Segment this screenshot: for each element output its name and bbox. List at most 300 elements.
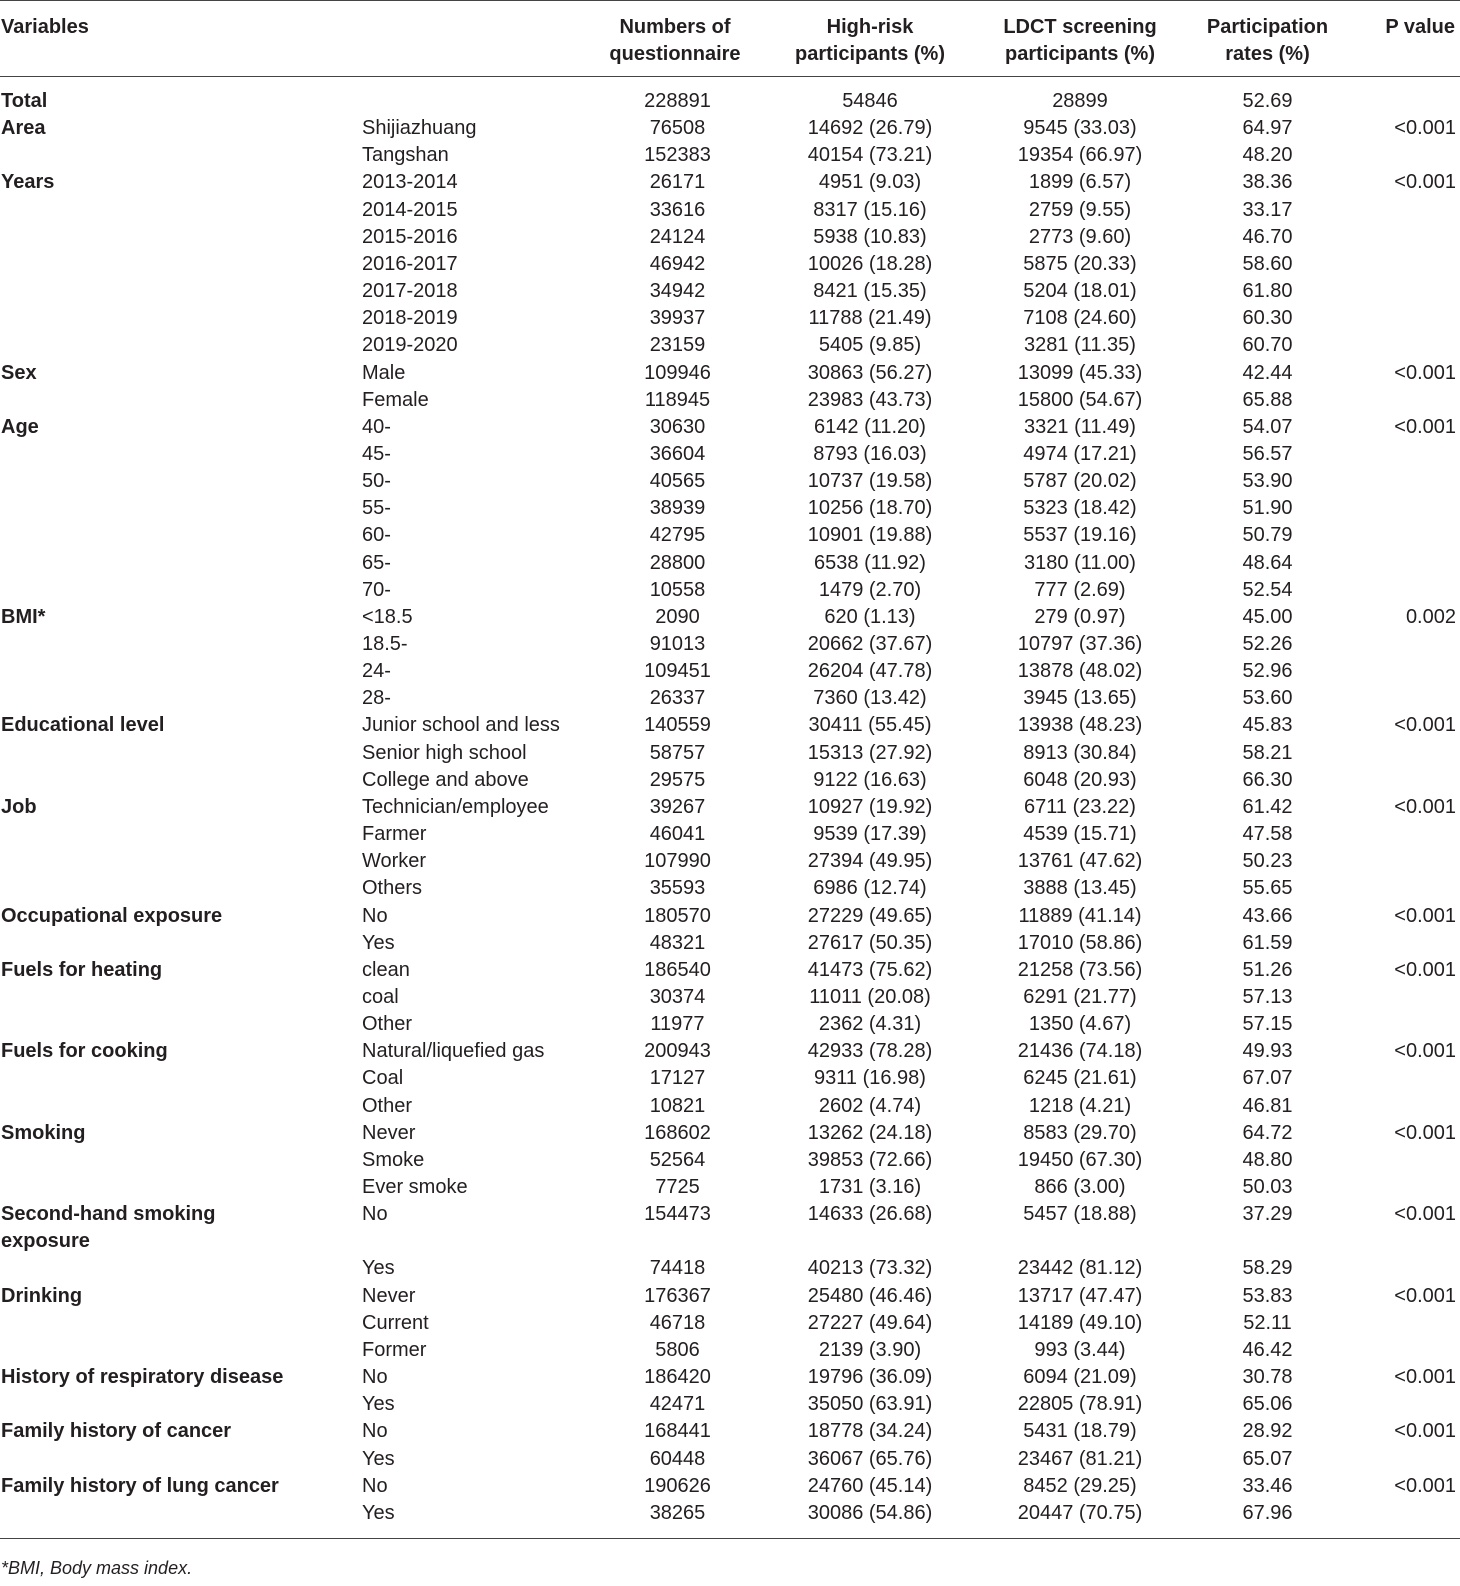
table-row bbox=[0, 441, 1460, 468]
row-participation-rate: 46.70 bbox=[1242, 225, 1293, 248]
table-row bbox=[0, 332, 1460, 359]
row-high-risk: 26204 (47.78) bbox=[807, 660, 933, 683]
row-high-risk: 14692 (26.79) bbox=[807, 117, 933, 140]
row-category: Current bbox=[362, 1311, 429, 1334]
row-questionnaire-count: 58757 bbox=[649, 741, 706, 764]
row-participation-rate: 48.64 bbox=[1242, 551, 1293, 574]
table-row bbox=[0, 169, 1460, 196]
row-questionnaire-count: 30374 bbox=[649, 985, 706, 1008]
row-category: 60- bbox=[362, 524, 391, 547]
row-category: 2017-2018 bbox=[362, 280, 458, 303]
row-ldct: 8583 (29.70) bbox=[1023, 1121, 1137, 1144]
row-high-risk: 10901 (19.88) bbox=[807, 524, 933, 547]
row-high-risk: 40213 (73.32) bbox=[807, 1257, 933, 1280]
row-questionnaire-count: 190626 bbox=[644, 1474, 711, 1497]
row-category: Worker bbox=[362, 850, 427, 873]
row-category: 24- bbox=[362, 660, 391, 683]
row-variable: Sex bbox=[1, 361, 37, 384]
row-participation-rate: 45.83 bbox=[1242, 714, 1293, 737]
row-high-risk: 27617 (50.35) bbox=[807, 931, 933, 954]
row-ldct: 7108 (24.60) bbox=[1023, 307, 1137, 330]
table-row bbox=[0, 930, 1460, 957]
row-high-risk: 10026 (18.28) bbox=[807, 252, 933, 275]
row-category: Male bbox=[362, 361, 406, 384]
table-row bbox=[0, 115, 1460, 142]
row-p-value: <0.001 bbox=[1394, 795, 1456, 818]
row-questionnaire-count: 38939 bbox=[649, 497, 706, 520]
row-category: Female bbox=[362, 388, 429, 411]
table-row bbox=[0, 712, 1460, 739]
row-participation-rate: 61.59 bbox=[1242, 931, 1293, 954]
row-questionnaire-count: 46942 bbox=[649, 252, 706, 275]
table-row bbox=[0, 821, 1460, 848]
row-participation-rate: 67.07 bbox=[1242, 1067, 1293, 1090]
row-ldct: 13878 (48.02) bbox=[1017, 660, 1143, 683]
row-participation-rate: 65.88 bbox=[1242, 388, 1293, 411]
table-row bbox=[0, 1147, 1460, 1174]
header-p-value: P value bbox=[1385, 16, 1455, 38]
row-ldct: 14189 (49.10) bbox=[1017, 1311, 1143, 1334]
row-category: 50- bbox=[362, 470, 391, 493]
row-participation-rate: 52.69 bbox=[1242, 90, 1293, 112]
row-questionnaire-count: 38265 bbox=[649, 1501, 706, 1524]
row-questionnaire-count: 10558 bbox=[649, 578, 706, 601]
row-high-risk: 41473 (75.62) bbox=[807, 958, 933, 981]
row-participation-rate: 51.90 bbox=[1242, 497, 1293, 520]
row-category: Coal bbox=[362, 1067, 404, 1090]
row-questionnaire-count: 91013 bbox=[649, 633, 706, 655]
table-row bbox=[0, 1038, 1460, 1065]
row-questionnaire-count: 152383 bbox=[644, 144, 711, 167]
row-p-value: <0.001 bbox=[1394, 1284, 1456, 1307]
row-participation-rate: 64.97 bbox=[1242, 117, 1293, 140]
row-high-risk: 2362 (4.31) bbox=[818, 1013, 922, 1036]
row-ldct: 1350 (4.67) bbox=[1028, 1013, 1132, 1036]
row-category: No bbox=[362, 904, 388, 927]
table-row bbox=[0, 604, 1460, 631]
row-high-risk: 9311 (16.98) bbox=[814, 1067, 926, 1090]
row-participation-rate: 58.21 bbox=[1242, 741, 1293, 764]
row-ldct: 866 (3.00) bbox=[1034, 1176, 1126, 1198]
row-category: Natural/liquefied gas bbox=[362, 1040, 545, 1063]
row-questionnaire-count: 33616 bbox=[649, 198, 706, 221]
row-ldct: 21258 (73.56) bbox=[1017, 958, 1143, 981]
row-high-risk: 14633 (26.68) bbox=[807, 1203, 933, 1226]
row-questionnaire-count: 107990 bbox=[644, 850, 711, 873]
row-ldct: 5787 (20.02) bbox=[1023, 470, 1137, 493]
row-questionnaire-count: 186540 bbox=[644, 958, 711, 981]
row-variable: Area bbox=[1, 117, 46, 140]
table-row bbox=[0, 1473, 1460, 1500]
row-ldct: 6094 (21.09) bbox=[1023, 1366, 1137, 1389]
row-ldct: 5457 (18.88) bbox=[1023, 1203, 1137, 1226]
row-high-risk: 40154 (73.21) bbox=[807, 144, 933, 167]
table-row bbox=[0, 794, 1460, 821]
row-participation-rate: 50.79 bbox=[1242, 524, 1293, 547]
row-high-risk: 9122 (16.63) bbox=[813, 768, 927, 791]
row-ldct: 3321 (11.49) bbox=[1024, 415, 1136, 438]
row-variable: Smoking bbox=[1, 1121, 86, 1144]
row-high-risk: 54846 bbox=[842, 90, 898, 112]
row-high-risk: 15313 (27.92) bbox=[807, 741, 933, 764]
row-participation-rate: 58.29 bbox=[1242, 1257, 1293, 1280]
row-ldct: 5431 (18.79) bbox=[1023, 1420, 1137, 1443]
row-high-risk: 35050 (63.91) bbox=[807, 1393, 933, 1416]
row-category: Yes bbox=[362, 1501, 395, 1524]
table-footnote: *BMI, Body mass index. bbox=[1, 1558, 193, 1578]
table-row bbox=[0, 1255, 1460, 1282]
row-p-value: 0.002 bbox=[1405, 605, 1456, 628]
row-category: 2014-2015 bbox=[362, 198, 458, 221]
row-variable: Fuels for heating bbox=[1, 958, 163, 981]
row-questionnaire-count: 46718 bbox=[649, 1311, 706, 1334]
row-participation-rate: 54.07 bbox=[1242, 415, 1293, 438]
table-row bbox=[0, 1174, 1460, 1201]
row-participation-rate: 49.93 bbox=[1242, 1040, 1293, 1063]
row-questionnaire-count: 40565 bbox=[649, 470, 706, 493]
row-questionnaire-count: 168441 bbox=[644, 1420, 711, 1443]
row-category: Former bbox=[362, 1338, 427, 1361]
row-ldct: 3945 (13.65) bbox=[1023, 687, 1137, 710]
row-category: Yes bbox=[362, 1257, 395, 1280]
row-category: 2015-2016 bbox=[362, 225, 458, 248]
row-p-value: <0.001 bbox=[1394, 1121, 1456, 1144]
row-participation-rate: 55.65 bbox=[1242, 877, 1293, 900]
row-category: Others bbox=[362, 877, 423, 900]
row-variable: History of respiratory disease bbox=[1, 1366, 284, 1389]
table-row bbox=[0, 1201, 1460, 1253]
row-ldct: 13761 (47.62) bbox=[1017, 850, 1143, 873]
row-questionnaire-count: 35593 bbox=[649, 877, 706, 900]
row-participation-rate: 50.23 bbox=[1242, 850, 1293, 873]
row-ldct: 6048 (20.93) bbox=[1023, 768, 1137, 791]
row-participation-rate: 46.42 bbox=[1242, 1338, 1293, 1361]
row-high-risk: 5405 (9.85) bbox=[818, 334, 922, 357]
row-questionnaire-count: 74418 bbox=[649, 1257, 706, 1280]
row-category: 2018-2019 bbox=[362, 307, 458, 330]
row-questionnaire-count: 60448 bbox=[649, 1447, 706, 1470]
row-category: College and above bbox=[362, 768, 529, 791]
row-ldct: 19354 (66.97) bbox=[1017, 144, 1143, 167]
row-questionnaire-count: 26337 bbox=[649, 687, 706, 710]
row-questionnaire-count: 42471 bbox=[649, 1393, 706, 1416]
header-variables: Variables bbox=[1, 16, 89, 38]
row-questionnaire-count: 39937 bbox=[649, 307, 706, 330]
table-row bbox=[0, 1065, 1460, 1092]
row-p-value: <0.001 bbox=[1394, 904, 1456, 927]
row-category: 2016-2017 bbox=[362, 252, 458, 275]
row-variable: Drinking bbox=[1, 1284, 83, 1307]
row-participation-rate: 38.36 bbox=[1242, 171, 1293, 194]
table-row bbox=[0, 360, 1460, 387]
row-participation-rate: 51.26 bbox=[1242, 958, 1293, 981]
row-questionnaire-count: 36604 bbox=[649, 442, 706, 465]
table-row bbox=[0, 903, 1460, 930]
table-row bbox=[0, 1011, 1460, 1038]
row-questionnaire-count: 34942 bbox=[649, 280, 706, 303]
row-high-risk: 1479 (2.70) bbox=[818, 578, 922, 601]
row-ldct: 3180 (11.00) bbox=[1024, 551, 1136, 574]
table-row bbox=[0, 1364, 1460, 1391]
table-row bbox=[0, 1500, 1460, 1527]
table-row bbox=[0, 577, 1460, 604]
row-high-risk: 10256 (18.70) bbox=[807, 497, 933, 520]
row-category: 18.5- bbox=[362, 633, 408, 655]
row-high-risk: 8421 (15.35) bbox=[813, 280, 927, 303]
row-high-risk: 36067 (65.76) bbox=[807, 1447, 933, 1470]
row-p-value: <0.001 bbox=[1394, 117, 1456, 140]
row-category: Ever smoke bbox=[362, 1176, 468, 1198]
row-category: Senior high school bbox=[362, 741, 527, 764]
row-category: Never bbox=[362, 1121, 416, 1144]
row-ldct: 5204 (18.01) bbox=[1023, 280, 1137, 303]
table-row bbox=[0, 88, 1460, 115]
bottom-rule bbox=[0, 1538, 1460, 1539]
row-category: Shijiazhuang bbox=[362, 117, 477, 140]
row-p-value: <0.001 bbox=[1394, 1040, 1456, 1063]
row-participation-rate: 48.20 bbox=[1242, 144, 1293, 167]
row-high-risk: 10737 (19.58) bbox=[807, 470, 933, 493]
table-row bbox=[0, 197, 1460, 224]
row-ldct: 6291 (21.77) bbox=[1023, 985, 1137, 1008]
row-high-risk: 13262 (24.18) bbox=[807, 1121, 933, 1144]
row-variable: Second-hand smoking exposure bbox=[1, 1203, 216, 1253]
row-questionnaire-count: 180570 bbox=[644, 904, 711, 927]
row-ldct: 5537 (19.16) bbox=[1023, 524, 1137, 547]
row-participation-rate: 61.80 bbox=[1242, 280, 1293, 303]
row-questionnaire-count: 28800 bbox=[649, 551, 706, 574]
row-questionnaire-count: 17127 bbox=[649, 1067, 706, 1090]
table-row bbox=[0, 957, 1460, 984]
row-category: Smoke bbox=[362, 1148, 425, 1171]
table-row bbox=[0, 685, 1460, 712]
row-participation-rate: 47.58 bbox=[1242, 823, 1293, 846]
row-ldct: 4974 (17.21) bbox=[1023, 442, 1137, 465]
table-row bbox=[0, 1310, 1460, 1337]
row-high-risk: 10927 (19.92) bbox=[807, 795, 933, 818]
row-high-risk: 18778 (34.24) bbox=[807, 1420, 933, 1443]
row-participation-rate: 30.78 bbox=[1242, 1366, 1293, 1389]
row-questionnaire-count: 23159 bbox=[649, 334, 706, 357]
table-row bbox=[0, 1283, 1460, 1310]
header-questionnaire: Numbers of questionnaire bbox=[609, 16, 741, 65]
row-high-risk: 8317 (15.16) bbox=[813, 198, 927, 221]
row-category: No bbox=[362, 1474, 388, 1497]
row-ldct: 13717 (47.47) bbox=[1017, 1284, 1143, 1307]
row-high-risk: 25480 (46.46) bbox=[807, 1284, 933, 1307]
row-high-risk: 24760 (45.14) bbox=[807, 1474, 933, 1497]
row-participation-rate: 37.29 bbox=[1242, 1203, 1293, 1226]
row-p-value: <0.001 bbox=[1394, 1366, 1456, 1389]
row-questionnaire-count: 109946 bbox=[644, 361, 711, 384]
row-high-risk: 42933 (78.28) bbox=[807, 1040, 933, 1063]
row-high-risk: 30086 (54.86) bbox=[807, 1501, 933, 1524]
row-p-value: <0.001 bbox=[1394, 958, 1456, 981]
row-ldct: 279 (0.97) bbox=[1034, 605, 1126, 628]
row-high-risk: 27229 (49.65) bbox=[807, 904, 933, 927]
row-questionnaire-count: 228891 bbox=[644, 90, 711, 112]
row-participation-rate: 52.96 bbox=[1242, 660, 1293, 683]
row-high-risk: 6986 (12.74) bbox=[813, 877, 927, 900]
table-row bbox=[0, 1093, 1460, 1120]
row-questionnaire-count: 109451 bbox=[644, 660, 711, 683]
table-row bbox=[0, 495, 1460, 522]
row-questionnaire-count: 52564 bbox=[649, 1148, 706, 1171]
row-category: clean bbox=[362, 958, 410, 981]
row-participation-rate: 48.80 bbox=[1242, 1148, 1293, 1171]
row-p-value: <0.001 bbox=[1394, 1203, 1456, 1226]
row-variable: Educational level bbox=[1, 714, 165, 737]
table-row bbox=[0, 1337, 1460, 1364]
row-ldct: 1899 (6.57) bbox=[1028, 171, 1132, 194]
table-row bbox=[0, 658, 1460, 685]
row-questionnaire-count: 46041 bbox=[649, 823, 706, 846]
table-row bbox=[0, 468, 1460, 495]
row-category: Junior school and less bbox=[362, 714, 560, 737]
row-category: 28- bbox=[362, 687, 391, 710]
row-participation-rate: 64.72 bbox=[1242, 1121, 1293, 1144]
row-participation-rate: 65.06 bbox=[1242, 1393, 1293, 1416]
row-variable: Occupational exposure bbox=[1, 904, 223, 927]
table-row bbox=[0, 305, 1460, 332]
row-category: Farmer bbox=[362, 823, 427, 846]
row-high-risk: 30411 (55.45) bbox=[808, 714, 932, 737]
row-questionnaire-count: 10821 bbox=[649, 1094, 706, 1117]
row-ldct: 5323 (18.42) bbox=[1023, 497, 1137, 520]
row-high-risk: 27394 (49.95) bbox=[807, 850, 933, 873]
row-questionnaire-count: 26171 bbox=[649, 171, 706, 194]
row-ldct: 5875 (20.33) bbox=[1023, 252, 1137, 275]
row-p-value: <0.001 bbox=[1394, 171, 1456, 194]
row-variable: Years bbox=[1, 171, 55, 194]
row-category: 55- bbox=[362, 497, 391, 520]
row-ldct: 2759 (9.55) bbox=[1028, 198, 1132, 221]
row-participation-rate: 43.66 bbox=[1242, 904, 1293, 927]
top-rule bbox=[0, 0, 1460, 1]
row-high-risk: 27227 (49.64) bbox=[807, 1311, 933, 1334]
row-high-risk: 7360 (13.42) bbox=[813, 687, 927, 710]
row-questionnaire-count: 176367 bbox=[644, 1284, 711, 1307]
row-ldct: 17010 (58.86) bbox=[1017, 931, 1143, 954]
row-category: 2013-2014 bbox=[362, 171, 458, 194]
table-row bbox=[0, 984, 1460, 1011]
row-ldct: 13099 (45.33) bbox=[1017, 361, 1143, 384]
row-participation-rate: 60.30 bbox=[1242, 307, 1293, 330]
row-category: Other bbox=[362, 1094, 413, 1117]
row-high-risk: 39853 (72.66) bbox=[807, 1148, 933, 1171]
table-row bbox=[0, 1391, 1460, 1418]
row-high-risk: 23983 (43.73) bbox=[807, 388, 933, 411]
row-ldct: 13938 (48.23) bbox=[1017, 714, 1143, 737]
row-participation-rate: 28.92 bbox=[1242, 1420, 1293, 1443]
row-p-value: <0.001 bbox=[1394, 714, 1456, 737]
table-row bbox=[0, 875, 1460, 902]
row-participation-rate: 33.46 bbox=[1242, 1474, 1293, 1497]
row-ldct: 10797 (37.36) bbox=[1017, 633, 1143, 655]
row-ldct: 3888 (13.45) bbox=[1023, 877, 1137, 900]
table-row bbox=[0, 1446, 1460, 1473]
row-category: No bbox=[362, 1420, 388, 1443]
row-participation-rate: 50.03 bbox=[1242, 1176, 1293, 1198]
row-questionnaire-count: 24124 bbox=[649, 225, 706, 248]
header-high-risk: High-risk participants (%) bbox=[794, 16, 946, 65]
row-participation-rate: 67.96 bbox=[1242, 1501, 1293, 1524]
header-participation: Participation rates (%) bbox=[1206, 16, 1329, 65]
row-participation-rate: 57.15 bbox=[1242, 1013, 1293, 1036]
row-questionnaire-count: 7725 bbox=[655, 1176, 700, 1198]
row-ldct: 21436 (74.18) bbox=[1017, 1040, 1143, 1063]
row-variable: Family history of lung cancer bbox=[1, 1474, 279, 1497]
row-participation-rate: 46.81 bbox=[1242, 1094, 1293, 1117]
row-variable: BMI* bbox=[1, 605, 46, 628]
row-p-value: <0.001 bbox=[1394, 361, 1456, 384]
row-ldct: 11889 (41.14) bbox=[1018, 904, 1142, 927]
row-variable: Fuels for cooking bbox=[1, 1040, 168, 1063]
row-questionnaire-count: 30630 bbox=[649, 415, 706, 438]
row-questionnaire-count: 11977 bbox=[650, 1013, 705, 1036]
row-participation-rate: 57.13 bbox=[1242, 985, 1293, 1008]
row-category: Never bbox=[362, 1284, 416, 1307]
row-variable: Age bbox=[1, 415, 39, 438]
row-questionnaire-count: 48321 bbox=[649, 931, 706, 954]
row-category: 70- bbox=[362, 578, 391, 601]
row-participation-rate: 45.00 bbox=[1242, 605, 1293, 628]
table-row bbox=[0, 631, 1460, 658]
row-ldct: 20447 (70.75) bbox=[1017, 1501, 1143, 1524]
row-ldct: 9545 (33.03) bbox=[1023, 117, 1137, 140]
row-category: Yes bbox=[362, 931, 395, 954]
row-category: No bbox=[362, 1203, 388, 1226]
row-questionnaire-count: 186420 bbox=[644, 1366, 711, 1389]
row-category: 2019-2020 bbox=[362, 334, 458, 357]
row-high-risk: 5938 (10.83) bbox=[813, 225, 927, 248]
table-row bbox=[0, 278, 1460, 305]
row-questionnaire-count: 76508 bbox=[649, 117, 706, 140]
row-ldct: 1218 (4.21) bbox=[1028, 1094, 1132, 1117]
row-high-risk: 1731 (3.16) bbox=[818, 1176, 922, 1198]
row-high-risk: 8793 (16.03) bbox=[813, 442, 927, 465]
row-participation-rate: 65.07 bbox=[1242, 1447, 1293, 1470]
row-ldct: 777 (2.69) bbox=[1034, 578, 1126, 601]
row-category: Tangshan bbox=[362, 144, 449, 167]
row-participation-rate: 52.26 bbox=[1242, 633, 1293, 655]
row-high-risk: 2139 (3.90) bbox=[818, 1338, 922, 1361]
row-p-value: <0.001 bbox=[1394, 1474, 1456, 1497]
row-variable: Job bbox=[1, 795, 37, 818]
row-participation-rate: 53.83 bbox=[1242, 1284, 1293, 1307]
row-ldct: 3281 (11.35) bbox=[1024, 334, 1136, 357]
row-questionnaire-count: 29575 bbox=[649, 768, 706, 791]
row-questionnaire-count: 154473 bbox=[644, 1203, 711, 1226]
row-category: Other bbox=[362, 1013, 413, 1036]
header-rule bbox=[0, 76, 1460, 77]
row-p-value: <0.001 bbox=[1394, 1420, 1456, 1443]
row-category: <18.5 bbox=[362, 605, 413, 628]
row-participation-rate: 53.90 bbox=[1242, 470, 1293, 493]
row-participation-rate: 58.60 bbox=[1242, 252, 1293, 275]
table-row bbox=[0, 848, 1460, 875]
row-high-risk: 620 (1.13) bbox=[824, 605, 916, 628]
row-category: Yes bbox=[362, 1393, 395, 1416]
row-category: 65- bbox=[362, 551, 391, 574]
table-row bbox=[0, 522, 1460, 549]
row-category: 40- bbox=[362, 415, 391, 438]
row-questionnaire-count: 42795 bbox=[649, 524, 706, 547]
row-ldct: 23467 (81.21) bbox=[1017, 1447, 1143, 1470]
row-high-risk: 9539 (17.39) bbox=[813, 823, 927, 846]
row-questionnaire-count: 118945 bbox=[644, 388, 711, 411]
row-participation-rate: 52.11 bbox=[1243, 1311, 1292, 1334]
